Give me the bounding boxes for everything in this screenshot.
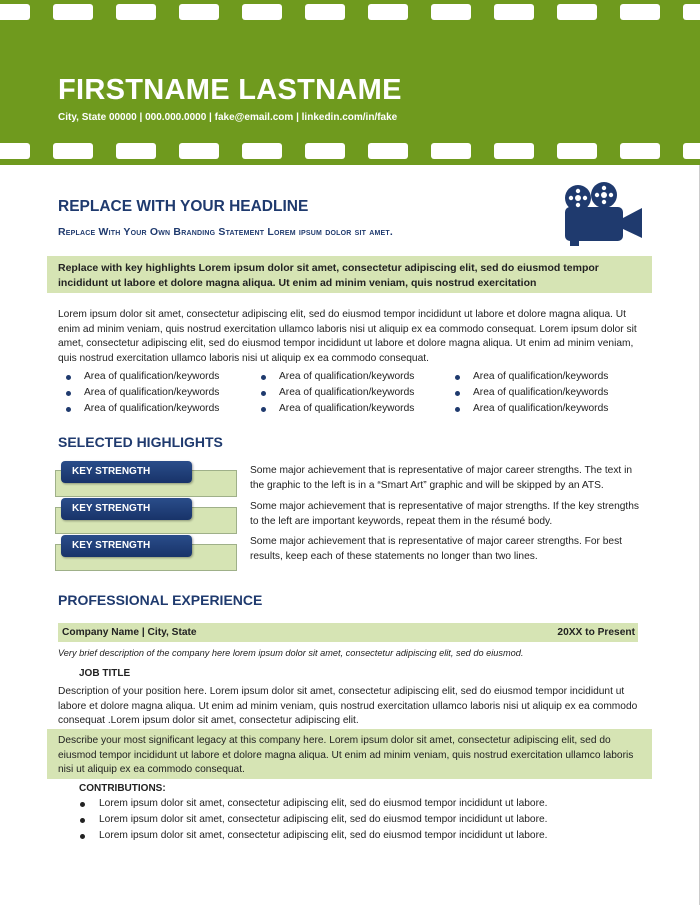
film-hole <box>557 4 597 20</box>
key-strength-badge: KEY STRENGTH <box>61 498 192 520</box>
film-hole <box>242 143 282 159</box>
bullet-icon <box>80 818 85 823</box>
contributions-title: CONTRIBUTIONS: <box>79 783 166 794</box>
position-description: Description of your position here. Lorem ipsum dolor sit amet, consectetur adipiscing elit, sed do eiusmod tempor incididunt ut labore et dolore magna aliqua. Ut enim ad minim veniam, quis nostrud exercitation ullamco laboris nisi ut aliquip ex ea commodo consequat .Lorem ipsum dolor sit amet, consectetur adipiscing elit. <box>58 686 638 726</box>
bullet-icon <box>80 802 85 807</box>
movie-camera-icon <box>560 180 645 248</box>
achievement-text: Some major achievement that is representative of major career strengths. The text in the graphic to the left is in a “Smart Art” graphic and will be skipped by an ATS. <box>250 465 633 491</box>
film-hole <box>683 143 700 159</box>
list-item: Lorem ipsum dolor sit amet, consectetur adipiscing elit, sed do eiusmod tempor incididunt ut labore. <box>99 798 547 809</box>
key-strength-badge: KEY STRENGTH <box>61 461 192 483</box>
film-holes-top <box>0 4 700 20</box>
bullet-icon <box>261 407 266 412</box>
bullet-icon <box>455 391 460 396</box>
list-item: Area of qualification/keywords <box>84 371 219 382</box>
employment-dates: 20XX to Present <box>557 627 635 638</box>
film-hole <box>179 4 219 20</box>
bullet-icon <box>261 375 266 380</box>
film-hole <box>620 4 660 20</box>
key-strength-badge: KEY STRENGTH <box>61 535 192 557</box>
key-highlights-text: Replace with key highlights Lorem ipsum dolor sit amet, consectetur adipiscing elit, sed do eiusmod tempor incididunt ut labore et dolore magna aliqua. Ut enim ad minim veniam, quis nostrud exercitation <box>58 262 599 289</box>
list-item: Area of qualification/keywords <box>473 403 608 414</box>
film-hole <box>557 143 597 159</box>
bullet-icon <box>455 407 460 412</box>
film-hole <box>116 4 156 20</box>
legacy-text: Describe your most significant legacy at this company here. Lorem ipsum dolor sit amet, consectetur adipiscing elit, sed do eiusmod tempor incididunt ut labore et dolore magna aliqua. Ut enim ad minim veniam, quis nostrud exercitation ullamco laboris nisi ut aliquip ex ea commodo consequat. <box>58 735 634 775</box>
film-hole <box>305 4 345 20</box>
bullet-icon <box>66 375 71 380</box>
headline: REPLACE WITH YOUR HEADLINE <box>58 198 309 215</box>
achievement-text: Some major achievement that is representative of major strengths. If the key strengths to the left are important keywords, repeat them in the résumé body. <box>250 501 640 527</box>
bullet-icon <box>66 407 71 412</box>
film-hole <box>179 143 219 159</box>
list-item: Area of qualification/keywords <box>279 387 414 398</box>
film-hole <box>116 143 156 159</box>
film-hole <box>305 143 345 159</box>
list-item: Area of qualification/keywords <box>473 387 608 398</box>
list-item: Area of qualification/keywords <box>84 387 219 398</box>
job-title: JOB TITLE <box>79 668 131 679</box>
section-title-experience: PROFESSIONAL EXPERIENCE <box>58 592 263 608</box>
list-item: Area of qualification/keywords <box>473 371 608 382</box>
film-hole <box>0 143 30 159</box>
company-name: Company Name | City, State <box>62 627 197 638</box>
film-hole <box>431 143 471 159</box>
list-item: Lorem ipsum dolor sit amet, consectetur adipiscing elit, sed do eiusmod tempor incididunt ut labore. <box>99 814 547 825</box>
film-holes-bottom <box>0 143 700 159</box>
branding-statement: Replace With Your Own Branding Statement Lorem ipsum dolor sit amet. <box>58 226 393 238</box>
film-hole <box>620 143 660 159</box>
film-hole <box>0 4 30 20</box>
film-hole <box>683 4 700 20</box>
achievement-text: Some major achievement that is representative of major career strengths. For best results, keep each of these statements no longer than two lines. <box>250 536 623 562</box>
film-hole <box>242 4 282 20</box>
film-hole <box>368 143 408 159</box>
list-item: Area of qualification/keywords <box>84 403 219 414</box>
list-item: Area of qualification/keywords <box>279 403 414 414</box>
film-hole <box>494 4 534 20</box>
film-hole <box>431 4 471 20</box>
company-description: Very brief description of the company here lorem ipsum dolor sit amet, consectetur adipiscing elit, sed do eiusmod. <box>58 648 524 658</box>
contact-line: City, State 00000 | 000.000.0000 | fake@email.com | linkedin.com/in/fake <box>58 112 398 123</box>
section-title-highlights: SELECTED HIGHLIGHTS <box>58 434 223 450</box>
bullet-icon <box>455 375 460 380</box>
candidate-name: FIRSTNAME LASTNAME <box>58 74 402 106</box>
summary-paragraph: Lorem ipsum dolor sit amet, consectetur adipiscing elit, sed do eiusmod tempor incididunt ut labore et dolore magna aliqua. Ut enim ad minim veniam, quis nostrud exercitation ullamco laboris nisi ut aliquip ex ea commodo consequat. Lorem ipsum dolor sit amet, consectetur adipiscing elit, sed do eiusmod tempor incididunt ut labore et dolore magna aliqua. Ut enim ad minim veniam, quis nostrud exercitation ullamco laboris nisi ut aliquip ex ea commodo consequat. <box>58 309 637 364</box>
film-hole <box>53 4 93 20</box>
list-item: Lorem ipsum dolor sit amet, consectetur adipiscing elit, sed do eiusmod tempor incididunt ut labore. <box>99 830 547 841</box>
bullet-icon <box>261 391 266 396</box>
header-band <box>0 0 700 165</box>
film-hole <box>368 4 408 20</box>
bullet-icon <box>66 391 71 396</box>
bullet-icon <box>80 834 85 839</box>
list-item: Area of qualification/keywords <box>279 371 414 382</box>
film-hole <box>53 143 93 159</box>
film-hole <box>494 143 534 159</box>
